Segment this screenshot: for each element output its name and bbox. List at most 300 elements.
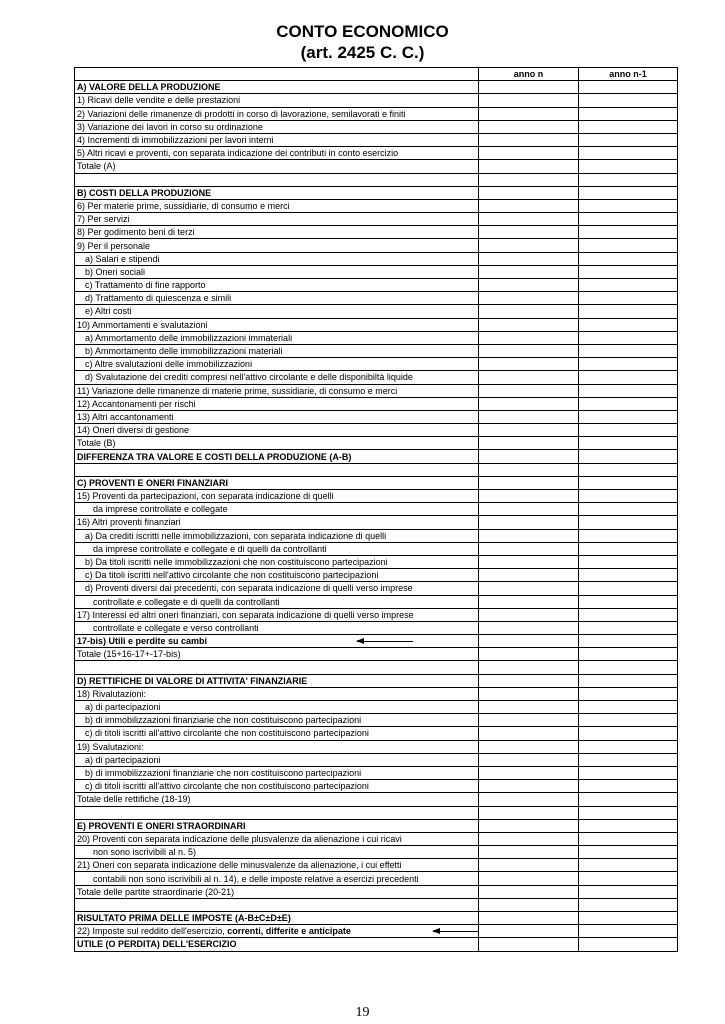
table-row: [75, 371, 678, 384]
row-label-text: a) Ammortamento delle immobilizzazioni immateriali: [85, 332, 293, 343]
row-label: [75, 450, 479, 463]
cell-year-n[interactable]: [479, 318, 579, 331]
cell-year-n-1[interactable]: [579, 766, 678, 779]
cell-year-n[interactable]: [479, 516, 579, 529]
cell-year-n[interactable]: [479, 173, 579, 186]
cell-year-n-1[interactable]: [579, 925, 678, 938]
cell-year-n-1[interactable]: [579, 635, 678, 648]
table-row: [75, 94, 678, 107]
cell-year-n[interactable]: [479, 344, 579, 357]
row-label-text: non sono iscrivibili al n. 5): [93, 847, 197, 858]
cell-year-n-1[interactable]: [579, 331, 678, 344]
table-row: [75, 569, 678, 582]
cell-year-n[interactable]: [479, 265, 579, 278]
cell-year-n[interactable]: [479, 331, 579, 344]
cell-year-n-1[interactable]: [579, 226, 678, 239]
table-row: [75, 318, 678, 331]
cell-year-n-1[interactable]: [579, 450, 678, 463]
cell-year-n[interactable]: [479, 542, 579, 555]
row-label: [75, 305, 479, 318]
row-label-text: Totale (B): [77, 438, 116, 449]
row-label: [75, 766, 479, 779]
row-label-text: 2) Variazioni delle rimanenze di prodotti in corso di lavorazione, semilavorati e finiti: [77, 108, 406, 119]
cell-year-n[interactable]: [479, 226, 579, 239]
cell-year-n[interactable]: [479, 674, 579, 687]
table-row: [75, 621, 678, 634]
row-label: [75, 621, 479, 634]
row-label-text: Totale delle partite straordinarie (20-21): [77, 886, 235, 897]
row-label: [75, 885, 479, 898]
row-label: [75, 463, 479, 476]
cell-year-n-1[interactable]: [579, 384, 678, 397]
table-row: [75, 555, 678, 568]
cell-year-n-1[interactable]: [579, 81, 678, 94]
row-label-text: 6) Per materie prime, sussidiarie, di consumo e merci: [77, 200, 290, 211]
table-row: [75, 582, 678, 595]
cell-year-n[interactable]: [479, 292, 579, 305]
row-label-bold-text: correnti, differite e anticipate: [227, 926, 351, 937]
cell-year-n-1[interactable]: [579, 186, 678, 199]
table-row: [75, 542, 678, 555]
row-label: [75, 648, 479, 661]
cell-year-n-1[interactable]: [579, 490, 678, 503]
cell-year-n[interactable]: [479, 766, 579, 779]
cell-year-n[interactable]: [479, 81, 579, 94]
cell-year-n[interactable]: [479, 780, 579, 793]
cell-year-n[interactable]: [479, 806, 579, 819]
cell-year-n-1[interactable]: [579, 806, 678, 819]
row-label: [75, 635, 479, 648]
row-label: [75, 318, 479, 331]
cell-year-n-1[interactable]: [579, 859, 678, 872]
cell-year-n-1[interactable]: [579, 674, 678, 687]
row-label-text: Totale (A): [77, 161, 116, 172]
row-label: [75, 806, 479, 819]
table-row: [75, 265, 678, 278]
header-row: [75, 68, 678, 81]
cell-year-n[interactable]: [479, 160, 579, 173]
row-label-text: b) Oneri sociali: [85, 266, 146, 277]
cell-year-n[interactable]: [479, 793, 579, 806]
row-label-text: C) PROVENTI E ONERI FINANZIARI: [77, 477, 229, 488]
row-label: [75, 555, 479, 568]
row-label: [75, 160, 479, 173]
left-arrow-icon: [357, 641, 413, 642]
cell-year-n[interactable]: [479, 859, 579, 872]
table-row: [75, 344, 678, 357]
row-label-text: 11) Variazione delle rimanenze di materie prime, sussidiarie, di consumo e merci: [77, 385, 398, 396]
row-label-text: a) Salari e stipendi: [85, 253, 160, 264]
row-label-text: 3) Variazione dei lavori in corso su ordinazione: [77, 121, 263, 132]
row-label-text: a) di partecipazioni: [85, 754, 161, 765]
table-row: [75, 925, 678, 938]
row-label-text: 9) Per il personale: [77, 240, 151, 251]
cell-year-n-1[interactable]: [579, 120, 678, 133]
cell-year-n[interactable]: [479, 701, 579, 714]
cell-year-n[interactable]: [479, 147, 579, 160]
table-row: [75, 173, 678, 186]
cell-year-n-1[interactable]: [579, 358, 678, 371]
cell-year-n[interactable]: [479, 687, 579, 700]
table-row: [75, 239, 678, 252]
cell-year-n-1[interactable]: [579, 555, 678, 568]
row-label: [75, 832, 479, 845]
row-label-text: 4) Incrementi di immobilizzazioni per lavori interni: [77, 135, 274, 146]
row-label: [75, 213, 479, 226]
cell-year-n-1[interactable]: [579, 569, 678, 582]
cell-year-n[interactable]: [479, 133, 579, 146]
cell-year-n-1[interactable]: [579, 621, 678, 634]
row-label-text: 16) Altri proventi finanziari: [77, 517, 181, 528]
table-row: [75, 701, 678, 714]
table-row: [75, 898, 678, 911]
row-label: [75, 344, 479, 357]
row-label-text: B) COSTI DELLA PRODUZIONE: [77, 187, 212, 198]
table-row: [75, 410, 678, 423]
cell-year-n[interactable]: [479, 503, 579, 516]
cell-year-n[interactable]: [479, 661, 579, 674]
cell-year-n-1[interactable]: [579, 740, 678, 753]
table-row: [75, 687, 678, 700]
row-label: [75, 740, 479, 753]
row-label: [75, 925, 479, 938]
cell-year-n[interactable]: [479, 120, 579, 133]
row-label-text: DIFFERENZA TRA VALORE E COSTI DELLA PRODUZIONE (A-B): [77, 451, 352, 462]
table-row: [75, 595, 678, 608]
row-label: [75, 147, 479, 160]
cell-year-n-1[interactable]: [579, 173, 678, 186]
table-row: [75, 476, 678, 489]
cell-year-n[interactable]: [479, 490, 579, 503]
cell-year-n-1[interactable]: [579, 476, 678, 489]
table-row: [75, 714, 678, 727]
row-label-text: controllate e collegate e verso controllanti: [93, 622, 259, 633]
cell-year-n[interactable]: [479, 397, 579, 410]
cell-year-n[interactable]: [479, 450, 579, 463]
cell-year-n[interactable]: [479, 846, 579, 859]
table-row: [75, 872, 678, 885]
cell-year-n[interactable]: [479, 872, 579, 885]
cell-year-n[interactable]: [479, 463, 579, 476]
row-label: [75, 239, 479, 252]
cell-year-n[interactable]: [479, 740, 579, 753]
cell-year-n[interactable]: [479, 885, 579, 898]
row-label: [75, 226, 479, 239]
page-number: 19: [355, 1005, 370, 1020]
cell-year-n[interactable]: [479, 727, 579, 740]
cell-year-n-1[interactable]: [579, 94, 678, 107]
row-label-text: D) RETTIFICHE DI VALORE DI ATTIVITA' FINANZIARIE: [77, 675, 308, 686]
row-label-text: a) Da crediti iscritti nelle immobilizzazioni, con separata indicazione di quelli: [85, 530, 387, 541]
table-row: [75, 147, 678, 160]
row-label: [75, 753, 479, 766]
row-label: [75, 872, 479, 885]
row-label-text: Totale (15+16-17+-17-bis): [77, 649, 181, 660]
cell-year-n[interactable]: [479, 437, 579, 450]
row-label: [75, 898, 479, 911]
cell-year-n-1[interactable]: [579, 160, 678, 173]
cell-year-n[interactable]: [479, 529, 579, 542]
table-row: [75, 490, 678, 503]
row-label: [75, 186, 479, 199]
row-label-text: 1) Ricavi delle vendite e delle prestazioni: [77, 95, 241, 106]
cell-year-n-1[interactable]: [579, 397, 678, 410]
table-row: [75, 384, 678, 397]
table-row: [75, 780, 678, 793]
cell-year-n-1[interactable]: [579, 147, 678, 160]
row-label: [75, 410, 479, 423]
row-label-text: c) Trattamento di fine rapporto: [85, 280, 206, 291]
table-row: [75, 661, 678, 674]
cell-year-n[interactable]: [479, 252, 579, 265]
row-label-text: 8) Per godimento beni di terzi: [77, 227, 195, 238]
table-row: [75, 885, 678, 898]
row-label: [75, 912, 479, 925]
cell-year-n[interactable]: [479, 832, 579, 845]
table-row: [75, 648, 678, 661]
cell-year-n-1[interactable]: [579, 582, 678, 595]
cell-year-n[interactable]: [479, 476, 579, 489]
cell-year-n-1[interactable]: [579, 199, 678, 212]
cell-year-n-1[interactable]: [579, 516, 678, 529]
cell-year-n-1[interactable]: [579, 701, 678, 714]
row-label-text: d) Proventi diversi dai precedenti, con separata indicazione di quelli verso imprese: [85, 583, 413, 594]
cell-year-n-1[interactable]: [579, 912, 678, 925]
cell-year-n[interactable]: [479, 94, 579, 107]
cell-year-n[interactable]: [479, 582, 579, 595]
header-cell-year-n-1: anno n-1: [579, 68, 678, 81]
cell-year-n-1[interactable]: [579, 529, 678, 542]
cell-year-n[interactable]: [479, 107, 579, 120]
cell-year-n[interactable]: [479, 186, 579, 199]
cell-year-n-1[interactable]: [579, 648, 678, 661]
row-label-text: 14) Oneri diversi di gestione: [77, 425, 190, 436]
row-label: [75, 608, 479, 621]
row-label: [75, 173, 479, 186]
row-label-text: a) di partecipazioni: [85, 702, 161, 713]
cell-year-n[interactable]: [479, 621, 579, 634]
cell-year-n-1[interactable]: [579, 107, 678, 120]
row-label-text: 19) Svalutazioni:: [77, 741, 144, 752]
table-row: [75, 806, 678, 819]
table-row: [75, 463, 678, 476]
row-label-text: 5) Altri ricavi e proventi, con separata indicazione dei contributi in conto esercizio: [77, 148, 399, 159]
row-label: [75, 81, 479, 94]
row-label-text: d) Svalutazione dei crediti compresi nell'attivo circolante e delle disponibiltà liquide: [85, 372, 413, 383]
row-label: [75, 424, 479, 437]
row-label-text: UTILE (O PERDITA) DELL'ESERCIZIO: [77, 939, 237, 950]
row-label: [75, 503, 479, 516]
cell-year-n[interactable]: [479, 213, 579, 226]
cell-year-n-1[interactable]: [579, 463, 678, 476]
row-label-text: 20) Proventi con separata indicazione delle plusvalenze da alienazione i cui ricavi: [77, 833, 402, 844]
cell-year-n[interactable]: [479, 279, 579, 292]
cell-year-n[interactable]: [479, 305, 579, 318]
cell-year-n[interactable]: [479, 371, 579, 384]
row-label: [75, 819, 479, 832]
income-statement-table: [74, 67, 678, 952]
row-label: [75, 938, 479, 951]
cell-year-n-1[interactable]: [579, 239, 678, 252]
cell-year-n-1[interactable]: [579, 305, 678, 318]
row-label-text: 17) Interessi ed altri oneri finanziari, con separata indicazione di quelli verso imprese: [77, 609, 414, 620]
cell-year-n[interactable]: [479, 925, 579, 938]
cell-year-n[interactable]: [479, 714, 579, 727]
table-row: [75, 832, 678, 845]
cell-year-n[interactable]: [479, 569, 579, 582]
row-label-text: 10) Ammortamenti e svalutazioni: [77, 319, 208, 330]
cell-year-n-1[interactable]: [579, 410, 678, 423]
row-label: [75, 279, 479, 292]
cell-year-n-1[interactable]: [579, 318, 678, 331]
row-label: [75, 793, 479, 806]
row-label-text: 12) Accantonamenti per rischi: [77, 398, 196, 409]
row-label: [75, 292, 479, 305]
table-row: [75, 635, 678, 648]
row-label-text: da imprese controllate e collegate e di quelli da controllanti: [93, 543, 327, 554]
row-label-text: contabili non sono iscrivibili al n. 14), e delle imposte relative a esercizi precedenti: [93, 873, 419, 884]
row-label-text: c) Altre svalutazioni delle immobilizzazioni: [85, 359, 253, 370]
row-label-text: Totale delle rettifiche (18-19): [77, 794, 191, 805]
cell-year-n[interactable]: [479, 595, 579, 608]
table-row: [75, 226, 678, 239]
cell-year-n-1[interactable]: [579, 503, 678, 516]
table-row: [75, 292, 678, 305]
table-row: [75, 450, 678, 463]
cell-year-n[interactable]: [479, 912, 579, 925]
row-label: [75, 120, 479, 133]
row-label: [75, 529, 479, 542]
row-label-text: 21) Oneri con separata indicazione delle minusvalenze da alienazione, i cui effetti: [77, 860, 402, 871]
cell-year-n-1[interactable]: [579, 542, 678, 555]
row-label: [75, 358, 479, 371]
cell-year-n[interactable]: [479, 753, 579, 766]
row-label: [75, 107, 479, 120]
cell-year-n[interactable]: [479, 358, 579, 371]
table-row: [75, 437, 678, 450]
row-label-text: b) di immobilizzazioni finanziarie che non costituiscono partecipazioni: [85, 768, 362, 779]
cell-year-n-1[interactable]: [579, 344, 678, 357]
cell-year-n-1[interactable]: [579, 938, 678, 951]
table-row: [75, 424, 678, 437]
cell-year-n-1[interactable]: [579, 819, 678, 832]
row-label-text: RISULTATO PRIMA DELLE IMPOSTE (A-B±C±D±E): [77, 913, 291, 924]
cell-year-n-1[interactable]: [579, 424, 678, 437]
row-label: [75, 94, 479, 107]
cell-year-n[interactable]: [479, 384, 579, 397]
table-row: [75, 859, 678, 872]
table-row: [75, 766, 678, 779]
row-label-text: b) Da titoli iscritti nelle immobilizzazioni che non costituiscono partecipazioni: [85, 557, 388, 568]
cell-year-n[interactable]: [479, 898, 579, 911]
table-row: [75, 305, 678, 318]
table-row: [75, 727, 678, 740]
cell-year-n-1[interactable]: [579, 727, 678, 740]
cell-year-n-1[interactable]: [579, 832, 678, 845]
row-label: [75, 582, 479, 595]
row-label: [75, 542, 479, 555]
row-label: [75, 133, 479, 146]
table-row: [75, 516, 678, 529]
row-label: [75, 569, 479, 582]
table-row: [75, 674, 678, 687]
cell-year-n-1[interactable]: [579, 252, 678, 265]
cell-year-n[interactable]: [479, 608, 579, 621]
cell-year-n-1[interactable]: [579, 898, 678, 911]
page-subtitle: (art. 2425 C. C.): [300, 43, 425, 62]
row-label-text: controllate e collegate e di quelli da controllanti: [93, 596, 280, 607]
row-label: [75, 397, 479, 410]
cell-year-n[interactable]: [479, 555, 579, 568]
row-label: [75, 265, 479, 278]
cell-year-n-1[interactable]: [579, 872, 678, 885]
row-label: [75, 595, 479, 608]
cell-year-n-1[interactable]: [579, 213, 678, 226]
row-label: [75, 859, 479, 872]
cell-year-n-1[interactable]: [579, 292, 678, 305]
cell-year-n[interactable]: [479, 410, 579, 423]
cell-year-n-1[interactable]: [579, 846, 678, 859]
cell-year-n[interactable]: [479, 424, 579, 437]
row-label: [75, 371, 479, 384]
cell-year-n-1[interactable]: [579, 608, 678, 621]
cell-year-n-1[interactable]: [579, 753, 678, 766]
cell-year-n-1[interactable]: [579, 437, 678, 450]
left-arrow-icon: [433, 931, 479, 932]
row-label-text: 13) Altri accantonamenti: [77, 411, 174, 422]
cell-year-n[interactable]: [479, 938, 579, 951]
table-row: [75, 133, 678, 146]
table-row: [75, 252, 678, 265]
cell-year-n[interactable]: [479, 648, 579, 661]
cell-year-n[interactable]: [479, 635, 579, 648]
row-label: [75, 252, 479, 265]
row-label-text: 15) Proventi da partecipazioni, con separata indicazione di quelli: [77, 491, 334, 502]
table-row: [75, 740, 678, 753]
table-row: [75, 81, 678, 94]
header-cell-year-n: anno n: [479, 68, 579, 81]
row-label: [75, 490, 479, 503]
cell-year-n[interactable]: [479, 239, 579, 252]
cell-year-n-1[interactable]: [579, 595, 678, 608]
table-row: [75, 331, 678, 344]
row-label: [75, 687, 479, 700]
table-row: [75, 120, 678, 133]
row-label: [75, 780, 479, 793]
cell-year-n-1[interactable]: [579, 793, 678, 806]
cell-year-n-1[interactable]: [579, 780, 678, 793]
cell-year-n-1[interactable]: [579, 714, 678, 727]
table-row: [75, 213, 678, 226]
cell-year-n-1[interactable]: [579, 133, 678, 146]
table-row: [75, 358, 678, 371]
row-label: [75, 846, 479, 859]
cell-year-n[interactable]: [479, 819, 579, 832]
cell-year-n[interactable]: [479, 199, 579, 212]
cell-year-n-1[interactable]: [579, 279, 678, 292]
cell-year-n-1[interactable]: [579, 687, 678, 700]
table-row: [75, 186, 678, 199]
row-label: [75, 384, 479, 397]
cell-year-n-1[interactable]: [579, 265, 678, 278]
cell-year-n-1[interactable]: [579, 661, 678, 674]
row-label: [75, 661, 479, 674]
row-label-text: c) Da titoli iscritti nell'attivo circolante che non costituiscono partecipazioni: [85, 570, 379, 581]
row-label: [75, 674, 479, 687]
cell-year-n-1[interactable]: [579, 885, 678, 898]
cell-year-n-1[interactable]: [579, 371, 678, 384]
row-label-text: b) di immobilizzazioni finanziarie che non costituiscono partecipazioni: [85, 715, 362, 726]
